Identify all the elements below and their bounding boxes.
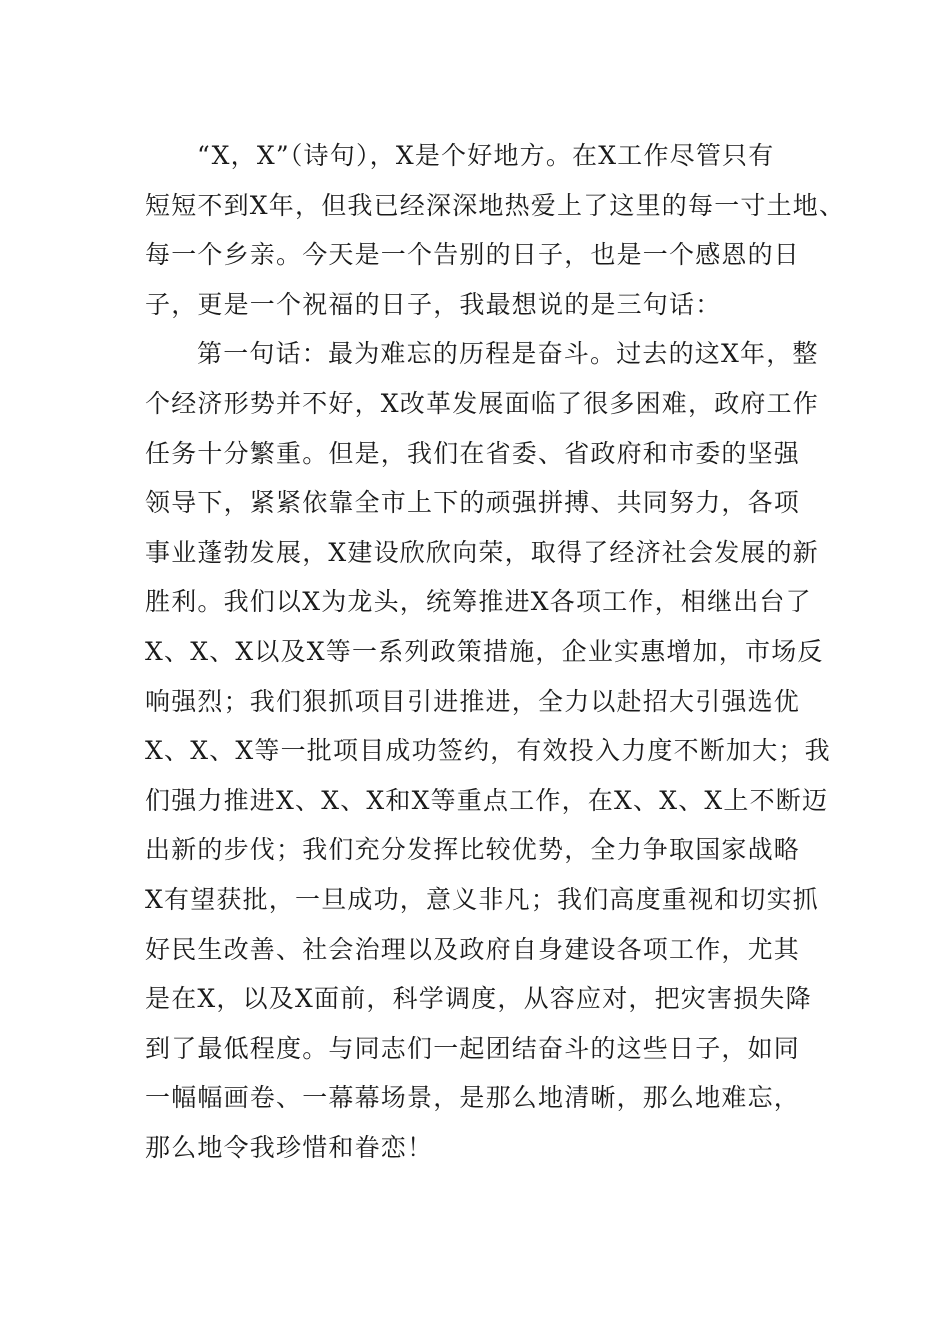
text-line: 一幅幅画卷、一幕幕场景，是那么地清晰，那么地难忘，	[145, 1083, 801, 1113]
text-line: 是在X，以及X面前，科学调度，从容应对，把灾害损失降	[145, 984, 812, 1014]
text-line: 到了最低程度。与同志们一起团结奋斗的这些日子，如同	[145, 1033, 801, 1063]
text-line: X、X、X以及X等一系列政策措施，企业实惠增加，市场反	[145, 636, 824, 666]
text-line: X有望获批，一旦成功，意义非凡；我们高度重视和切实抓	[145, 884, 820, 914]
text-line: 个经济形势并不好，X改革发展面临了很多困难，政府工作	[145, 388, 820, 418]
text-line: 响强烈；我们狠抓项目引进推进，全力以赴招大引强选优	[145, 686, 801, 716]
paragraph-2	[145, 329, 831, 1172]
text-line: 任务十分繁重。但是，我们在省委、省政府和市委的坚强	[145, 438, 801, 468]
text-line: 领导下，紧紧依靠全市上下的顽强拼搏、共同努力，各项	[145, 488, 801, 518]
text-line: 出新的步伐；我们充分发挥比较优势，全力争取国家战略	[145, 835, 801, 865]
text-line: 好民生改善、社会治理以及政府自身建设各项工作，尤其	[145, 934, 801, 964]
text-line: X、X、X等一批项目成功签约，有效投入力度不断加大；我	[145, 736, 831, 766]
text-line: 们强力推进X、X、X和X等重点工作，在X、X、X上不断迈	[145, 785, 829, 815]
text-line: 事业蓬勃发展，X建设欣欣向荣，取得了经济社会发展的新	[145, 537, 820, 567]
text-line: 胜利。我们以X为龙头，统筹推进X各项工作，相继出台了	[145, 587, 812, 617]
text-line: 那么地令我珍惜和眷恋！	[145, 1132, 434, 1162]
text-line: 子，更是一个祝福的日子，我最想说的是三句话：	[145, 289, 722, 319]
document-body	[145, 131, 846, 1172]
text-line: 第一句话：最为难忘的历程是奋斗。过去的这X年，整	[197, 339, 819, 369]
paragraph-1	[145, 131, 846, 329]
text-line: 每一个乡亲。今天是一个告别的日子，也是一个感恩的日	[145, 240, 801, 270]
text-line: 短短不到X年，但我已经深深地热爱上了这里的每一寸土地、	[145, 190, 846, 220]
text-line: “X，X”（诗句），X是个好地方。在X工作尽管只有	[197, 141, 775, 170]
